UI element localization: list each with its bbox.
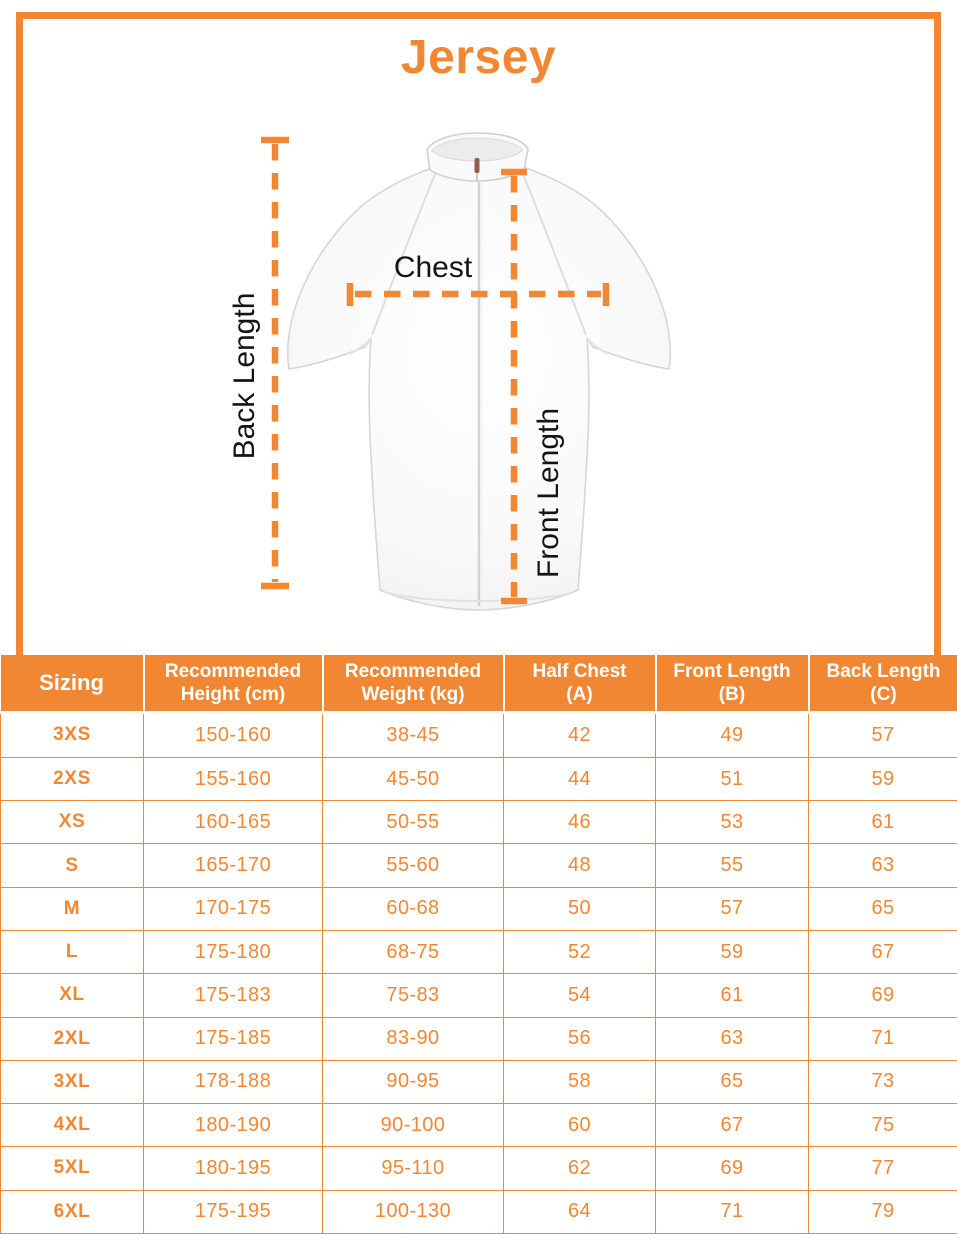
cell-back_length_c: 67 [809, 931, 957, 974]
cell-size: M [1, 887, 144, 930]
cell-height_cm: 180-190 [144, 1104, 323, 1147]
column-header-text: Height (cm) [180, 684, 286, 705]
cell-back_length_c: 71 [809, 1017, 957, 1060]
cell-back_length_c: 79 [809, 1190, 957, 1233]
size-row-6XL [1, 1190, 957, 1233]
cell-height_cm: 175-185 [144, 1017, 323, 1060]
size-row-4XL [1, 1104, 957, 1147]
cell-weight_kg: 90-95 [323, 1060, 504, 1103]
cell-half_chest_a: 50 [504, 887, 656, 930]
column-header-text: Sizing [39, 669, 104, 695]
cell-size: 2XL [1, 1017, 144, 1060]
cell-back_length_c: 57 [809, 713, 957, 758]
cell-weight_kg: 75-83 [323, 974, 504, 1017]
column-header-text: (C) [870, 684, 897, 705]
cell-front_length_b: 51 [656, 757, 809, 800]
cell-size: S [1, 844, 144, 887]
cell-back_length_c: 73 [809, 1060, 957, 1103]
cell-front_length_b: 55 [656, 844, 809, 887]
cell-back_length_c: 59 [809, 757, 957, 800]
column-header-text: (A) [566, 684, 593, 705]
cell-weight_kg: 95-110 [323, 1147, 504, 1190]
column-header-recommended-height [144, 655, 323, 713]
cell-weight_kg: 100-130 [323, 1190, 504, 1233]
column-header-text: Weight (kg) [361, 684, 465, 705]
cell-half_chest_a: 54 [504, 974, 656, 1017]
cell-size: 2XS [1, 757, 144, 800]
size-table-header [1, 655, 957, 713]
cell-height_cm: 170-175 [144, 887, 323, 930]
cell-size: 6XL [1, 1190, 144, 1233]
cell-weight_kg: 90-100 [323, 1104, 504, 1147]
cell-height_cm: 180-195 [144, 1147, 323, 1190]
cell-height_cm: 160-165 [144, 801, 323, 844]
cell-weight_kg: 55-60 [323, 844, 504, 887]
cell-front_length_b: 53 [656, 801, 809, 844]
cell-back_length_c: 69 [809, 974, 957, 1017]
column-header-text: Half Chest [532, 660, 627, 682]
cell-front_length_b: 61 [656, 974, 809, 1017]
page-title: Jersey [400, 31, 557, 84]
cell-front_length_b: 57 [656, 887, 809, 930]
cell-weight_kg: 68-75 [323, 931, 504, 974]
jersey-zip-pull [475, 158, 480, 173]
size-row-2XL [1, 1017, 957, 1060]
cell-back_length_c: 63 [809, 844, 957, 887]
cell-weight_kg: 60-68 [323, 887, 504, 930]
cell-height_cm: 175-180 [144, 931, 323, 974]
column-header-recommended-weight [323, 655, 504, 713]
cell-back_length_c: 61 [809, 801, 957, 844]
cell-half_chest_a: 62 [504, 1147, 656, 1190]
cell-size: 5XL [1, 1147, 144, 1190]
cell-half_chest_a: 58 [504, 1060, 656, 1103]
cell-height_cm: 155-160 [144, 757, 323, 800]
size-row-M [1, 887, 957, 930]
cell-size: XL [1, 974, 144, 1017]
cell-half_chest_a: 52 [504, 931, 656, 974]
cell-half_chest_a: 44 [504, 757, 656, 800]
cell-half_chest_a: 46 [504, 801, 656, 844]
cell-back_length_c: 65 [809, 887, 957, 930]
cell-size: 3XL [1, 1060, 144, 1103]
cell-weight_kg: 83-90 [323, 1017, 504, 1060]
cell-front_length_b: 69 [656, 1147, 809, 1190]
size-row-XS [1, 801, 957, 844]
back-length-label: Back Length [228, 292, 261, 460]
column-header-text: Back Length [826, 660, 941, 682]
column-header-half-chest [504, 655, 656, 713]
cell-front_length_b: 49 [656, 713, 809, 758]
jersey-image [250, 120, 720, 620]
cell-height_cm: 178-188 [144, 1060, 323, 1103]
cell-front_length_b: 71 [656, 1190, 809, 1233]
cell-half_chest_a: 42 [504, 713, 656, 758]
column-header-front-length [656, 655, 809, 713]
column-header-text: Front Length [673, 660, 791, 682]
cell-front_length_b: 63 [656, 1017, 809, 1060]
cell-weight_kg: 38-45 [323, 713, 504, 758]
cell-size: 4XL [1, 1104, 144, 1147]
column-header-text: (B) [718, 684, 746, 705]
cell-size: XS [1, 801, 144, 844]
size-row-5XL [1, 1147, 957, 1190]
cell-size: L [1, 931, 144, 974]
size-row-2XS [1, 757, 957, 800]
cell-size: 3XS [1, 713, 144, 758]
column-header-text: Recommended [164, 660, 302, 682]
cell-height_cm: 150-160 [144, 713, 323, 758]
cell-weight_kg: 50-55 [323, 801, 504, 844]
column-header-text: Recommended [344, 660, 482, 682]
cell-front_length_b: 67 [656, 1104, 809, 1147]
chest-label: Chest [393, 251, 473, 284]
cell-half_chest_a: 64 [504, 1190, 656, 1233]
size-row-3XS [1, 713, 957, 758]
cell-half_chest_a: 56 [504, 1017, 656, 1060]
size-row-3XL [1, 1060, 957, 1103]
column-header-sizing [1, 655, 144, 713]
cell-front_length_b: 65 [656, 1060, 809, 1103]
cell-height_cm: 165-170 [144, 844, 323, 887]
cell-half_chest_a: 48 [504, 844, 656, 887]
size-row-L [1, 931, 957, 974]
size-table-header-row [1, 655, 957, 713]
size-table-body [1, 713, 957, 1234]
front-length-label: Front Length [532, 407, 565, 579]
cell-height_cm: 175-183 [144, 974, 323, 1017]
cell-back_length_c: 75 [809, 1104, 957, 1147]
cell-height_cm: 175-195 [144, 1190, 323, 1233]
size-table [0, 655, 957, 1234]
cell-back_length_c: 77 [809, 1147, 957, 1190]
cell-half_chest_a: 60 [504, 1104, 656, 1147]
size-row-S [1, 844, 957, 887]
cell-weight_kg: 45-50 [323, 757, 504, 800]
size-row-XL [1, 974, 957, 1017]
cell-front_length_b: 59 [656, 931, 809, 974]
column-header-back-length [809, 655, 957, 713]
